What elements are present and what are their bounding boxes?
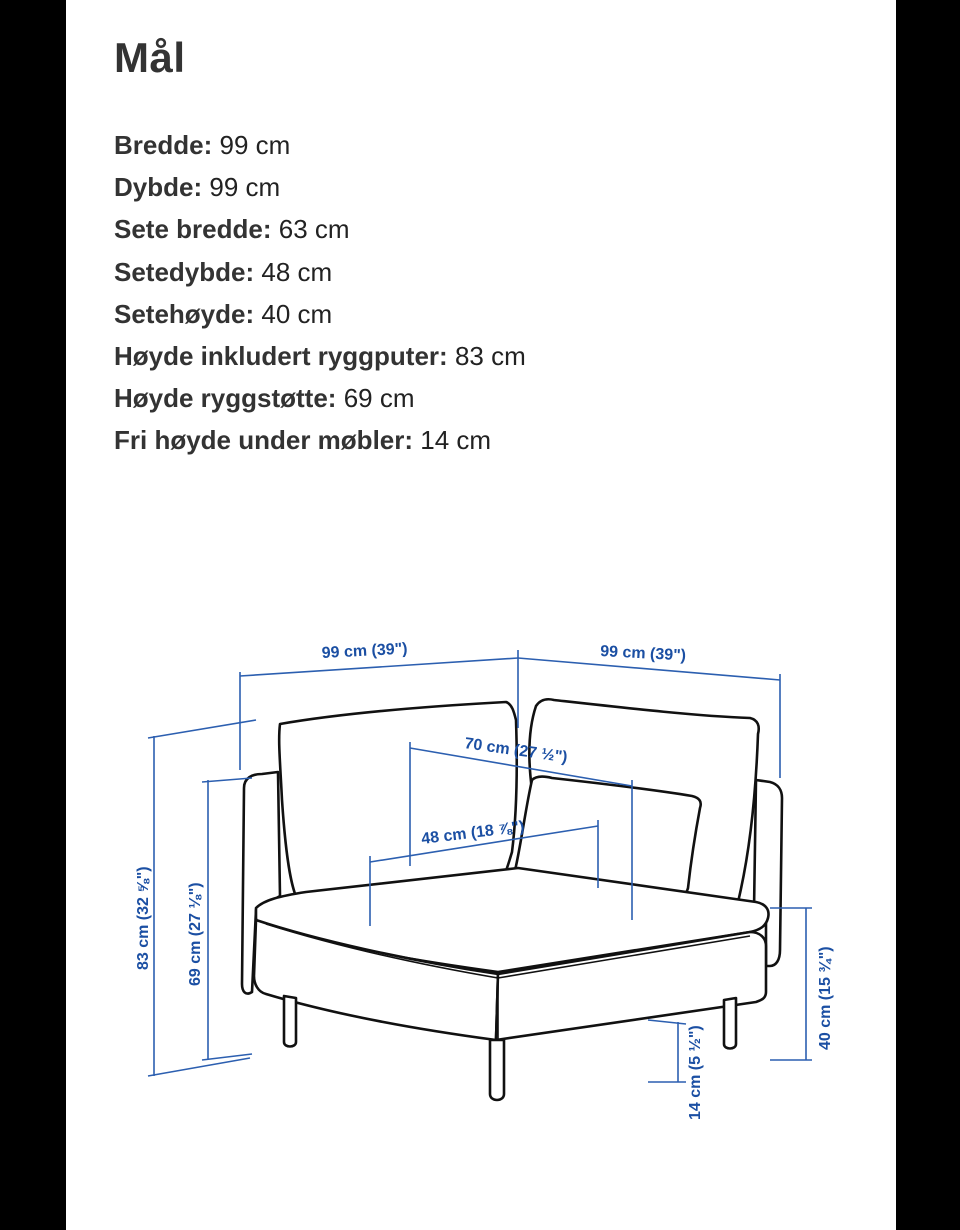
spec-label: Høyde ryggstøtte: (114, 383, 337, 414)
spec-value: 99 cm (209, 172, 281, 203)
spec-label: Sete bredde: (114, 214, 272, 245)
leg-front (490, 1040, 504, 1100)
product-dimensions-page (66, 0, 896, 1230)
spec-label: Høyde inkludert ryggputer: (114, 340, 448, 371)
spec-row-seat-depth (114, 251, 526, 293)
spec-label: Setehøyde: (114, 298, 255, 329)
page-title: Mål (114, 34, 186, 81)
spec-value: 99 cm (219, 130, 291, 160)
width-left-line (240, 658, 518, 676)
spec-value: 14 cm (420, 425, 492, 456)
corner-sofa-diagram (66, 620, 896, 1120)
spec-value: 40 cm (261, 298, 333, 329)
spec-value: 83 cm (454, 340, 526, 371)
spec-label: Setedybde: (114, 256, 255, 287)
spec-label: Bredde: (114, 130, 213, 160)
label-height-back: 69 cm (27 ⅛") (187, 882, 204, 986)
spec-row-width (114, 124, 526, 166)
leg-right (724, 998, 736, 1049)
label-seat-depth: 48 cm (18 ⅞") (420, 818, 526, 848)
label-height-total: 83 cm (32 ⅝") (135, 866, 152, 970)
label-diagonal: 70 cm (27 ½") (463, 735, 569, 767)
spec-row-free-height (114, 419, 526, 461)
label-width-left: 99 cm (39") (321, 640, 408, 662)
spec-row-height-incl-cushions (114, 335, 526, 377)
leg-left (284, 996, 296, 1047)
label-leg-clearance: 14 cm (5 ½") (687, 1025, 704, 1120)
label-seat-height: 40 cm (15 ¾") (817, 946, 834, 1050)
spec-value: 48 cm (261, 256, 333, 287)
spec-row-seat-width (114, 208, 526, 250)
spec-label: Dybde: (114, 172, 203, 203)
spec-row-depth (114, 166, 526, 208)
label-width-right: 99 cm (39") (599, 643, 687, 665)
spec-value: 63 cm (278, 214, 350, 245)
spec-row-seat-height (114, 293, 526, 335)
dimension-diagram (66, 620, 896, 1120)
spec-label: Fri høyde under møbler: (114, 425, 414, 456)
spec-row-backrest-height (114, 377, 526, 419)
spec-value: 69 cm (343, 383, 415, 414)
dimension-list (114, 124, 526, 462)
